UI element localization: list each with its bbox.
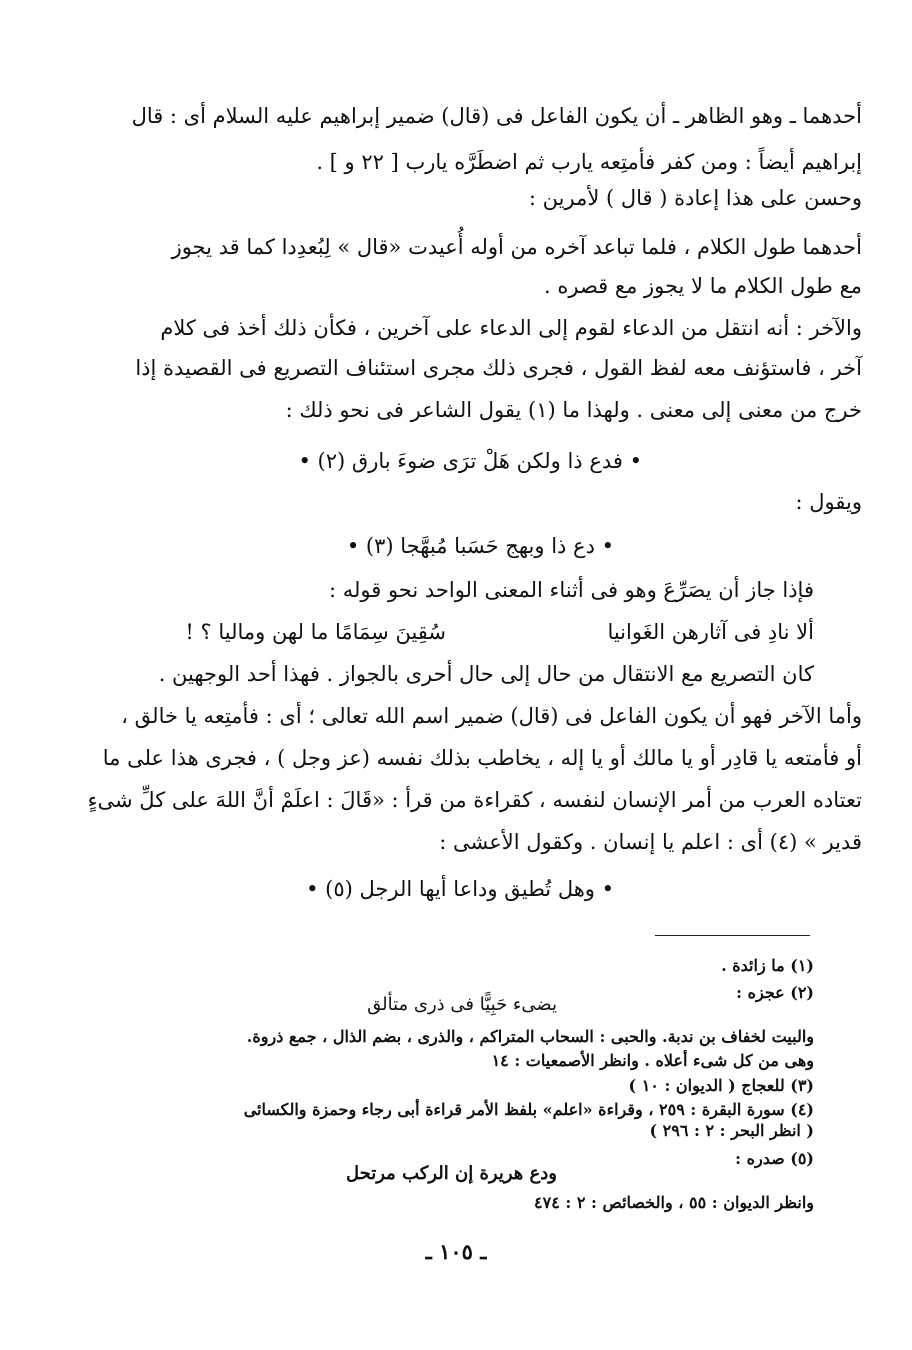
footnote-verse: ودع هريرة إن الركب مرتحل <box>345 1163 557 1184</box>
text-line: خرج من معنى إلى معنى . ولهذا ما (١) يقول الشاعر فى نحو ذلك : <box>285 398 862 422</box>
text-line: أحدهما ـ وهو الظاهر ـ أن يكون الفاعل فى (قال) ضمير إبراهيم عليه السلام أى : قال <box>131 104 862 128</box>
verse-hemistich-second: سُقِينَ سِمَامًا ما لهن وماليا ؟ ! <box>185 620 446 644</box>
text-line: فإذا جاز أن يصَرِّعَ وهو فى أثناء المعنى الواحد نحو قوله : <box>328 578 814 602</box>
footnote-verse: يضىء حَبِيًّا فى ذرى متألق <box>367 994 557 1015</box>
text-line: كان التصريع مع الانتقال من حال إلى حال أحرى بالجواز . فهذا أحد الوجهين . <box>158 662 814 686</box>
footnote: (٥) صدره : <box>735 1149 814 1168</box>
text-line: آخر ، فاستؤنف معه لفظ القول ، فجرى ذلك مجرى استئناف التصريع فى القصيدة إذا <box>135 356 862 380</box>
text-line: أو فأمتعه يا قادِر أو يا مالك أو يا إله ، يخاطب بذلك نفسه (عز وجل ) ، فجرى هذا على ما <box>102 746 862 770</box>
page-number: ـ ١٠٥ ـ <box>425 1239 487 1264</box>
text-line: قدير » (٤) أى : اعلم يا إنسان . وكقول الأعشى : <box>439 830 862 854</box>
text-line: تعتاده العرب من أمر الإنسان لنفسه ، كقراءة من قرأ : «قَالَ : اعلَمْ أنَّ اللهَ على كلِّ شىءٍ <box>87 788 862 812</box>
footnote-separator <box>655 935 810 936</box>
text-line: والآخر : أنه انتقل من الدعاء لقوم إلى الدعاء على آخرين ، فكأن ذلك أخذ فى كلام <box>160 316 862 340</box>
verse-line: • دع ذا وبهج حَسَبا مُبهَّجا (٣) • <box>346 534 614 558</box>
footnote: وهى من كل شىء أعلاه . وانظر الأصمعيات : ١٤ <box>491 1051 814 1070</box>
verse-line: • وهل تُطيق وداعا أيها الرجل (٥) • <box>306 877 614 901</box>
footnote: ( انظر البحر : ٢ : ٢٩٦ ) <box>649 1121 814 1140</box>
footnote: (٣) للعجاج ( الديوان : ١٠ ) <box>628 1076 814 1095</box>
text-line: وحسن على هذا إعادة ( قال ) لأمرين : <box>528 186 862 210</box>
footnote: (٤) سورة البقرة : ٢٥٩ ، وقراءة «اعلم» بلفظ الأمر قراءة أبى رجاء وحمزة والكسائى <box>243 1100 814 1119</box>
text-line: أحدهما طول الكلام ، فلما تباعد آخره من أوله أُعيدت «قال » لِبُعدِدا كما قد يجوز <box>171 235 862 259</box>
verse-line: • فدع ذا ولكن هَلْ ترَى ضوءَ بارق (٢) • <box>298 449 642 473</box>
text-line: ويقول : <box>795 490 862 514</box>
text-line: مع طول الكلام ما لا يجوز مع قصره . <box>544 274 862 298</box>
footnote: والبيت لخفاف بن ندبة. والحبى : السحاب المتراكم ، والذرى ، بضم الذال ، جمع ذروة. <box>246 1027 814 1046</box>
footnote: (٢) عجزه : <box>736 983 814 1002</box>
text-line: وأما الآخر فهو أن يكون الفاعل فى (قال) ضمير اسم الله تعالى ؛ أى : فأمتِعه يا خالق ، <box>121 704 862 728</box>
footnote: (١) ما زائدة . <box>721 956 814 975</box>
verse-hemistich-first: ألا نادِ فى آثارهن الغَوانيا <box>607 620 814 644</box>
text-line: إبراهيم أيضاً : ومن كفر فأمتِعه يارب ثم اضطَرَّه يارب [ ٢٢ و ] . <box>316 150 862 174</box>
footnote: وانظر الديوان : ٥٥ ، والخصائص : ٢ : ٤٧٤ <box>534 1193 814 1212</box>
